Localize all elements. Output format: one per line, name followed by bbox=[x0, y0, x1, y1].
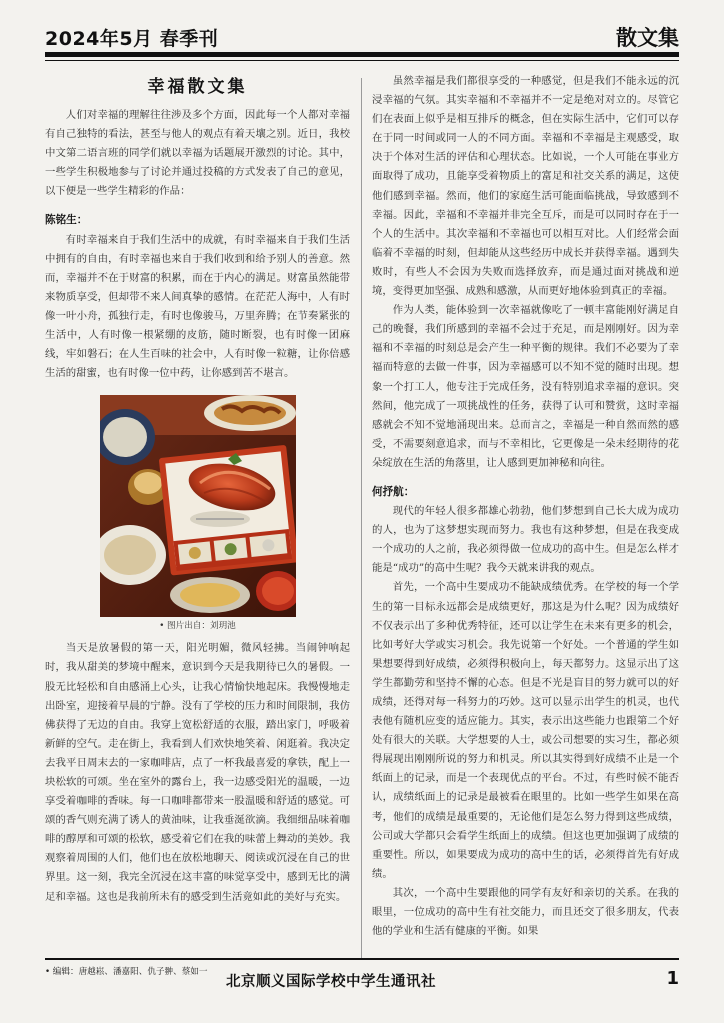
publisher-name: 北京顺义国际学校中学生通讯社 bbox=[226, 974, 436, 990]
paragraph-2: 当天是放暑假的第一天，阳光明媚，微风轻拂。当闹钟响起时，我从甜美的梦境中醒来，意识到今天是我期待已久的暑假。一股无比轻松和自由感涌上心头，让我心情愉快地起床。我慢慢地走出卧室，迎接着早晨的宁静。没有了学校的压力和时间限制，我仿佛获得了无边的自由。我穿上宽松舒适的衣服，踏出家门，呼吸着新鲜的空气。走在街上，我看到人们欢快地笑着、闲逛着。我决定去我平日周末去的一家咖啡店，点了一杯我最喜爱的拿铁，配上一块松软的可颂。坐在室外的露台上，我一边感受阳光的温暖，一边享受着咖啡的香味。每一口咖啡都带来一股温暖和舒适的感觉。可颂的香气则充满了诱人的黄油味，让我垂涎欲滴。我细细品味着咖啡的醇厚和可颂的松软，感受着它们在我的味蕾上舞动的美妙。我观察着周围的人们，他们也在放松地聊天、阅读或沉浸在自己的世界里。这一刻，我完全沉浸在这丰富的味觉享受中，感到无比的满足和幸福。这也是我前所未有的感受到生活竟如此的美好与充实。 bbox=[45, 642, 350, 903]
article-title: 幸福散文集 bbox=[147, 77, 248, 97]
page-header bbox=[45, 20, 679, 52]
photo-caption: • 图片出自：刘玥池 bbox=[159, 621, 236, 632]
intro-paragraph: 人们对幸福的理解往往涉及多个方面，因此每一个人都对幸福有自己独特的看法，甚至与他人的观点有着天壤之别。近日，我校中文第二语言班的同学们就以幸福为话题展开激烈的讨论。其中，一些学生积极地参与了讨论并通过投稿的方式发表了自己的意见，以下便是一些学生精彩的作品： bbox=[45, 109, 350, 198]
header-rule-thin bbox=[45, 60, 679, 61]
issue-label: 2024年5月 春季刊 bbox=[45, 28, 219, 50]
editor-credits: • 编辑：唐越崧、潘嘉阳、仇子翀、蔡如一 bbox=[45, 967, 208, 977]
section-label: 散文集 bbox=[616, 26, 679, 50]
column-divider bbox=[361, 78, 362, 958]
paragraph-1: 有时幸福来自于我们生活中的成就，有时幸福来自于我们生活中拥有的自由，有时幸福也来自于我们收到和给予别人的善意。然而，幸福并不在于财富的积累，而在于内心的满足。财富虽然能带来物质享受，但却带不来人间真挚的感情。在茫茫人海中，人有时像一叶小舟，孤独行走，有时也像骏马，万里奔腾；在节奏紧张的生活中，人有时像一根紧绷的皮筋，随时断裂，也有时像一团麻线，牢如磐石；在人生百味的社会中，人有时像一粒糖，让你倍感生活的甜蜜，也有时像一位中药，让你感到苦不堪言。 bbox=[45, 233, 350, 380]
paragraph-7: 其次，一个高中生要跟他的同学有友好和亲切的关系。在我的眼里，一位成功的高中生有社交能力，而且还交了很多朋友，代表他的学业和生活有健康的平衡。如果 bbox=[372, 886, 679, 938]
paragraph-3: 虽然幸福是我们都很享受的一种感觉，但是我们不能永远的沉浸幸福的气氛。其实幸福和不幸福并不一定是绝对对立的。尽管它们在表面上似乎是相互排斥的概念，但在实际生活中，它们可以存在于同一时间或同一人的不同方面。幸福和不幸福是主观感受，取决于个体对生活的评估和心理状态。比如说，一个人可能在事业方面取得了成功，且能享受着物质上的富足和社交关系的满足，这使他们感到幸福。然而，他们的家庭生活可能面临挑战，导致感到不幸福。因此，幸福和不幸福并非完全互斥，而是可以同时存在于一个人的生活中。其次幸福和不幸福也可以相互对比。人们经常会面临着不幸福的时刻，但却能从这些经历中成长并获得幸福。遇到失败时，有些人不会因为失败而选择放弃，而是通过面对挑战和逆境，变得更加坚强、成熟和感激，从而更好地体验到真正的幸福。 bbox=[372, 75, 679, 298]
paragraph-5: 现代的年轻人很多都雄心勃勃，他们梦想到自己长大成为成功的人，也为了这梦想实现而努力。我也有这种梦想，但是在我变成一个成功的人之前，我必须得做一位成功的高中生。但是怎么样才能是“成功”的高中生呢？我今天就来讲我的观点。 bbox=[372, 505, 679, 575]
paragraph-6: 首先，一个高中生要成功不能缺成绩优秀。在学校的每一个学生的第一目标永远都会是成绩更好，那这是为什么呢？因为成绩好不仅表示出了多种优秀特征，还可以让学生在未来有更多的机会，比如考好大学或实习机会。我先说第一个好处。一个普通的学生如果想要得到好成绩，必须得积极向上，每天都努力。这显示出了这学生都勤劳和坚持不懈的心态。但是不光是盲目的努力就可以的好成绩，还得对每一科努力的巧妙。这可以显示出学生的机灵，也代表他有随机应变的适应能力。其实，表示出这些能力也跟第二个好处有很大的关联。大学想要的人士，或公司想要的实习生，都必须得展现出刚刚所说的努力和机灵。所以其实得到好成绩不止是一个纸面上的记录，而是一个表现优点的平台。不过，有些时候不能否认，成绩纸面上的记录是最被看在眼里的。比如一些学生如果在高考，他们的成绩是最重要的，无论他们是怎么努力得到这些成绩，公司或大学都只会看学生纸面上的成绩。但这也更加强调了成绩的重要性。所以，如果要成为成功的高中生的话，必须得首先有好成绩。 bbox=[372, 581, 679, 880]
footer-rule bbox=[45, 958, 679, 960]
header-rule-thick bbox=[45, 52, 679, 57]
author-name-2: 何抒航： bbox=[372, 485, 415, 498]
paragraph-4: 作为人类，能体验到一次幸福就像吃了一顿丰富能刚好满足自己的晚餐，我们所感到的幸福不会过于充足，而是刚刚好。因为幸福和不幸福的时刻总是会产生一种平衡的规律。我们不必要为了幸福而特意的去做一件事，因为幸福感可以不知不觉的随时出现。想象一个打工人，他专注于完成任务，没有特别追求幸福的意识。突然间，他完成了一项挑战性的任务，获得了认可和赞赏，这时幸福感就会不知不觉地涌现出来。总而言之，幸福是一种自然而然的感受，不需要刻意追求，而与不幸相比，它更像是一朵未经期待的花朵绽放在生活的角落里，让人感到更加神秘和向往。 bbox=[372, 304, 679, 469]
author-name-1: 陈铭生： bbox=[45, 214, 88, 227]
left-column bbox=[45, 72, 350, 907]
page-number: 1 bbox=[666, 968, 679, 989]
food-photo bbox=[100, 395, 296, 617]
right-column bbox=[372, 72, 679, 941]
